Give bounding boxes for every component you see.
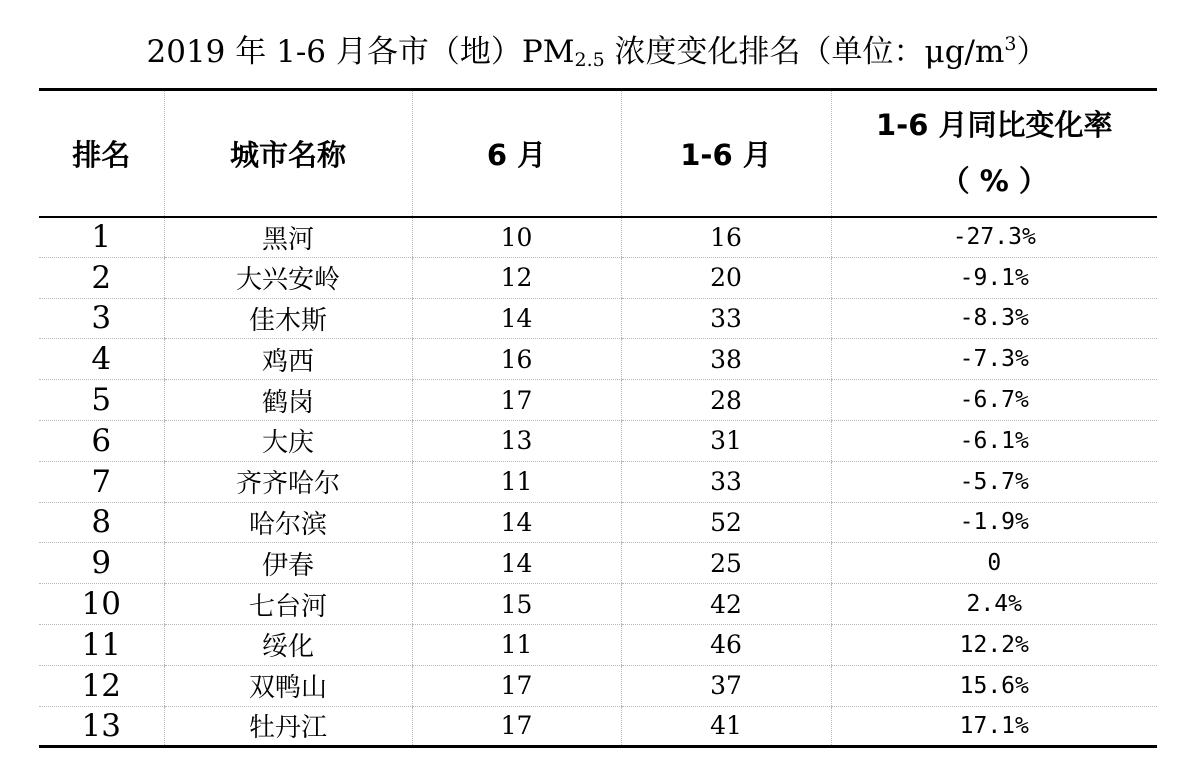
cell-change: -6.7%: [831, 380, 1157, 421]
cell-rank: 7: [39, 461, 164, 502]
cell-ytd: 52: [621, 502, 831, 543]
header-change-line1: 1-6 月同比变化率: [876, 108, 1113, 143]
cell-rank: 10: [39, 584, 164, 625]
cell-rank: 3: [39, 298, 164, 339]
cell-ytd: 25: [621, 543, 831, 584]
cell-june: 16: [412, 339, 621, 380]
cell-change: -7.3%: [831, 339, 1157, 380]
cell-june: 13: [412, 420, 621, 461]
title-suffix: ）: [1016, 34, 1048, 70]
cell-june: 14: [412, 298, 621, 339]
cell-rank: 6: [39, 420, 164, 461]
header-rank: 排名: [39, 90, 164, 217]
cell-change: 0: [831, 543, 1157, 584]
cell-june: 17: [412, 380, 621, 421]
table-row: [39, 543, 1157, 584]
cell-change: 15.6%: [831, 665, 1157, 706]
cell-city: 齐齐哈尔: [164, 461, 412, 502]
cell-ytd: 38: [621, 339, 831, 380]
cell-change: -27.3%: [831, 217, 1157, 258]
cell-city: 哈尔滨: [164, 502, 412, 543]
cell-change: -9.1%: [831, 257, 1157, 298]
cell-ytd: 20: [621, 257, 831, 298]
cell-city: 鹤岗: [164, 380, 412, 421]
table-row: [39, 706, 1157, 747]
table-row: [39, 420, 1157, 461]
table-row: [39, 665, 1157, 706]
cell-june: 15: [412, 584, 621, 625]
header-change: [831, 90, 1157, 217]
table-row: [39, 380, 1157, 421]
cell-june: 10: [412, 217, 621, 258]
cell-june: 12: [412, 257, 621, 298]
table-row: [39, 257, 1157, 298]
table-row: [39, 217, 1157, 258]
table-header-row: [39, 90, 1157, 217]
page-title: [0, 22, 1194, 82]
cell-change: -8.3%: [831, 298, 1157, 339]
cell-ytd: 16: [621, 217, 831, 258]
cell-rank: 1: [39, 217, 164, 258]
table-row: [39, 584, 1157, 625]
cell-change: -1.9%: [831, 502, 1157, 543]
cell-june: 14: [412, 543, 621, 584]
cell-city: 七台河: [164, 584, 412, 625]
cell-rank: 4: [39, 339, 164, 380]
cell-city: 黑河: [164, 217, 412, 258]
cell-rank: 5: [39, 380, 164, 421]
cell-change: 12.2%: [831, 624, 1157, 665]
table-row: [39, 339, 1157, 380]
cell-change: -6.1%: [831, 420, 1157, 461]
cell-rank: 11: [39, 624, 164, 665]
cell-city: 大庆: [164, 420, 412, 461]
header-ytd: 1-6 月: [621, 90, 831, 217]
cell-june: 17: [412, 706, 621, 747]
cell-ytd: 33: [621, 461, 831, 502]
cell-city: 绥化: [164, 624, 412, 665]
cell-rank: 13: [39, 706, 164, 747]
cell-rank: 12: [39, 665, 164, 706]
cell-ytd: 42: [621, 584, 831, 625]
cell-ytd: 41: [621, 706, 831, 747]
cell-city: 牡丹江: [164, 706, 412, 747]
cell-ytd: 37: [621, 665, 831, 706]
cell-june: 14: [412, 502, 621, 543]
title-subscript: 2.5: [574, 49, 605, 71]
title-superscript: 3: [1004, 33, 1017, 55]
title-middle: 浓度变化排名（单位：μg/m: [604, 34, 1005, 70]
cell-city: 鸡西: [164, 339, 412, 380]
table-row: [39, 461, 1157, 502]
cell-city: 伊春: [164, 543, 412, 584]
cell-change: 17.1%: [831, 706, 1157, 747]
table-row: [39, 502, 1157, 543]
table-row: [39, 298, 1157, 339]
header-june: 6 月: [412, 90, 621, 217]
table-body: [39, 217, 1157, 747]
cell-ytd: 28: [621, 380, 831, 421]
cell-june: 11: [412, 624, 621, 665]
header-city: 城市名称: [164, 90, 412, 217]
cell-rank: 9: [39, 543, 164, 584]
cell-rank: 2: [39, 257, 164, 298]
cell-city: 双鸭山: [164, 665, 412, 706]
cell-ytd: 46: [621, 624, 831, 665]
cell-city: 佳木斯: [164, 298, 412, 339]
cell-city: 大兴安岭: [164, 257, 412, 298]
cell-ytd: 31: [621, 420, 831, 461]
cell-change: -5.7%: [831, 461, 1157, 502]
pm25-ranking-table: [39, 88, 1157, 748]
table-row: [39, 624, 1157, 665]
cell-rank: 8: [39, 502, 164, 543]
cell-june: 11: [412, 461, 621, 502]
cell-change: 2.4%: [831, 584, 1157, 625]
cell-ytd: 33: [621, 298, 831, 339]
header-change-line2: （ % ）: [940, 164, 1048, 199]
cell-june: 17: [412, 665, 621, 706]
title-prefix: 2019 年 1-6 月各市（地）PM: [146, 34, 575, 70]
